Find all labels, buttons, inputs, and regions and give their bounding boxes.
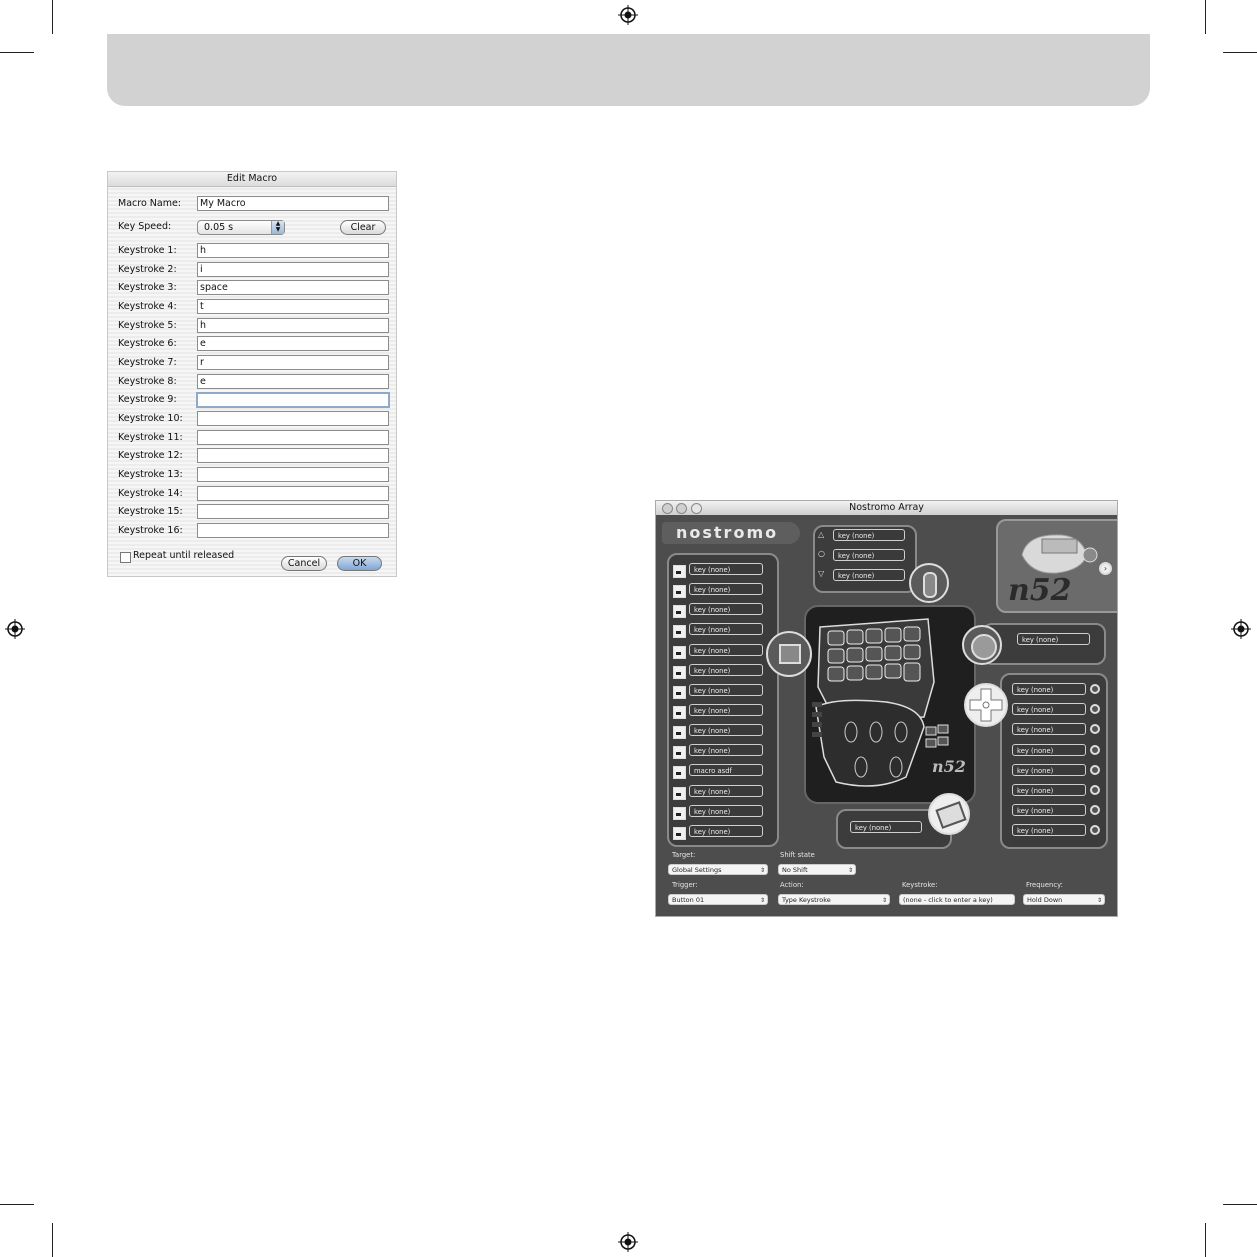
macro-name-label: Macro Name: — [118, 198, 181, 209]
keystroke-label: Keystroke 3: — [118, 282, 177, 293]
dropdown-arrows-icon: ⇕ — [847, 867, 853, 874]
keystroke-field[interactable]: space — [197, 280, 389, 295]
keystroke-label: Keystroke 5: — [118, 320, 177, 331]
key-assignment-field[interactable]: key (none) — [689, 563, 763, 575]
key-assignment-field[interactable]: key (none) — [689, 644, 763, 656]
crop-mark — [0, 52, 34, 53]
keystroke-field[interactable]: e — [197, 336, 389, 351]
repeat-checkbox[interactable] — [120, 552, 131, 563]
keystroke-label: Keystroke 15: — [118, 506, 183, 517]
toggle-ring-icon[interactable] — [1090, 825, 1100, 835]
key-assignment-field[interactable]: key (none) — [1012, 703, 1086, 715]
keystroke-field[interactable]: r — [197, 355, 389, 370]
key-icon — [673, 706, 686, 719]
action-value: Type Keystroke — [782, 896, 831, 904]
frequency-value: Hold Down — [1027, 896, 1063, 904]
keystroke-field[interactable]: h — [197, 318, 389, 333]
keystroke-field[interactable] — [197, 430, 389, 445]
up-arrow-icon: △ — [818, 530, 825, 539]
nostromo-logo: nostromo — [662, 522, 800, 544]
down-arrow-icon: ▽ — [818, 569, 825, 578]
stepper-arrows-icon: ▲ ▼ — [271, 221, 284, 234]
keystroke-label: Keystroke 2: — [118, 264, 177, 275]
crop-mark — [1223, 52, 1257, 53]
key-assignment-field[interactable]: key (none) — [689, 724, 763, 736]
key-assignment-field[interactable]: macro asdf — [689, 764, 763, 776]
device-model-text: n52 — [1008, 573, 1072, 608]
registration-mark-icon — [1231, 619, 1251, 639]
device-preview — [996, 519, 1118, 613]
right-keys-panel — [1000, 673, 1108, 849]
close-window-icon[interactable] — [662, 503, 673, 514]
key-icon — [673, 746, 686, 759]
frequency-dropdown[interactable] — [1023, 894, 1105, 905]
keystroke-field[interactable]: i — [197, 262, 389, 277]
macro-name-field[interactable]: My Macro — [197, 196, 389, 211]
target-dropdown[interactable] — [668, 864, 768, 875]
action-label: Action: — [780, 881, 804, 889]
key-assignment-field[interactable]: key (none) — [1012, 744, 1086, 756]
key-assignment-field[interactable]: key (none) — [1012, 764, 1086, 776]
dropdown-arrows-icon: ⇕ — [759, 867, 765, 874]
left-keys-panel — [667, 553, 779, 847]
key-assignment-field[interactable]: key (none) — [689, 603, 763, 615]
key-assignment-field[interactable]: key (none) — [689, 805, 763, 817]
shift-state-dropdown[interactable] — [778, 864, 856, 875]
top-keys-panel — [813, 525, 917, 593]
registration-mark-icon — [618, 1232, 638, 1252]
key-icon — [673, 766, 686, 779]
key-assignment-field[interactable]: key (none) — [1012, 804, 1086, 816]
nostromo-array-window — [655, 500, 1118, 917]
key-icon — [673, 787, 686, 800]
key-assignment-field[interactable]: key (none) — [689, 684, 763, 696]
key-assignment-field[interactable]: key (none) — [833, 569, 905, 581]
keystroke-field[interactable]: t — [197, 299, 389, 314]
crop-mark — [52, 1223, 53, 1257]
key-speed-value: 0.05 s — [204, 222, 234, 233]
window-title: Nostromo Array — [656, 501, 1117, 515]
trigger-dropdown[interactable] — [668, 894, 768, 905]
toggle-ring-icon[interactable] — [1090, 704, 1100, 714]
key-assignment-field[interactable]: key (none) — [689, 744, 763, 756]
dpad-icon[interactable] — [964, 683, 1008, 727]
key-icon — [673, 686, 686, 699]
scroll-wheel-icon[interactable] — [909, 563, 949, 603]
ok-button[interactable]: OK — [337, 556, 382, 571]
keystroke-label: Keystroke 14: — [118, 488, 183, 499]
toggle-ring-icon[interactable] — [1090, 765, 1100, 775]
key-icon — [673, 827, 686, 840]
target-value: Global Settings — [672, 866, 722, 874]
keystroke-field-focused[interactable] — [196, 392, 390, 408]
key-assignment-field[interactable]: key (none) — [689, 704, 763, 716]
keystroke-field[interactable] — [197, 523, 389, 538]
clear-button[interactable]: Clear — [340, 220, 386, 235]
zoom-window-icon[interactable] — [691, 503, 702, 514]
registration-mark-icon — [5, 619, 25, 639]
crop-mark — [1223, 1204, 1257, 1205]
keystroke-label: Keystroke 4: — [118, 301, 177, 312]
shift-state-value: No Shift — [782, 866, 808, 874]
key-speed-select[interactable] — [197, 220, 285, 235]
page-header-band — [107, 34, 1150, 106]
scroll-wheel-shape — [923, 572, 937, 598]
minimize-window-icon[interactable] — [676, 503, 687, 514]
keystroke-field[interactable] — [197, 486, 389, 501]
key-assignment-field[interactable]: key (none) — [850, 821, 922, 833]
shift-state-label: Shift state — [780, 851, 815, 859]
key-assignment-field[interactable]: key (none) — [1012, 824, 1086, 836]
key-assignment-field[interactable]: key (none) — [689, 664, 763, 676]
key-assignment-field[interactable]: key (none) — [833, 529, 905, 541]
dropdown-arrows-icon: ⇕ — [881, 897, 887, 904]
toggle-ring-icon[interactable] — [1090, 745, 1100, 755]
keystroke-label: Keystroke 8: — [118, 376, 177, 387]
edit-macro-dialog — [107, 171, 397, 577]
key-assignment-field[interactable]: key (none) — [689, 825, 763, 837]
key-assignment-field[interactable]: key (none) — [1012, 723, 1086, 735]
bottom-button-icon[interactable] — [928, 793, 970, 835]
keystroke-field[interactable]: h — [197, 243, 389, 258]
keystroke-field[interactable] — [197, 411, 389, 426]
thumb-button-icon[interactable] — [962, 625, 1002, 665]
dropdown-arrows-icon: ⇕ — [1096, 897, 1102, 904]
crop-mark — [1205, 1223, 1206, 1257]
dropdown-arrows-icon: ⇕ — [759, 897, 765, 904]
button-shape — [779, 644, 801, 664]
key-icon — [673, 585, 686, 598]
keystroke-label: Keystroke 11: — [118, 432, 183, 443]
action-dropdown[interactable] — [778, 894, 890, 905]
target-label: Target: — [672, 851, 696, 859]
registration-mark-icon — [618, 5, 638, 25]
key-assignment-field[interactable]: key (none) — [833, 549, 905, 561]
trigger-label: Trigger: — [672, 881, 698, 889]
cancel-button[interactable]: Cancel — [281, 556, 327, 571]
keystroke-field[interactable] — [197, 448, 389, 463]
button-select-icon[interactable] — [766, 631, 812, 677]
key-icon — [673, 605, 686, 618]
keystroke-label: Keystroke 7: — [118, 357, 177, 368]
trigger-value: Button 01 — [672, 896, 705, 904]
crop-mark — [52, 0, 53, 34]
dialog-title: Edit Macro — [108, 172, 396, 187]
crop-mark — [0, 1204, 34, 1205]
key-speed-label: Key Speed: — [118, 221, 172, 232]
keystroke-field[interactable] — [197, 467, 389, 482]
toggle-ring-icon[interactable] — [1090, 785, 1100, 795]
keystroke-field[interactable] — [197, 504, 389, 519]
toggle-ring-icon[interactable] — [1090, 805, 1100, 815]
key-icon — [673, 666, 686, 679]
key-assignment-field[interactable]: key (none) — [1012, 784, 1086, 796]
next-arrow-icon[interactable]: › — [1099, 562, 1112, 575]
key-icon — [673, 625, 686, 638]
crop-mark — [1205, 0, 1206, 34]
key-assignment-field[interactable]: key (none) — [689, 623, 763, 635]
center-circle-icon: ○ — [818, 549, 825, 558]
keystroke-label: Keystroke 12: — [118, 450, 183, 461]
keystroke-label: Keystroke 13: — [118, 469, 183, 480]
repeat-label: Repeat until released — [133, 550, 235, 561]
keystroke-label: Keystroke 1: — [118, 245, 177, 256]
keystroke-entry-field[interactable]: (none - click to enter a key) — [899, 894, 1015, 905]
device-model-logo: n52 — [932, 757, 966, 776]
key-assignment-field[interactable]: key (none) — [689, 583, 763, 595]
keystroke-label: Keystroke 10: — [118, 413, 183, 424]
key-icon — [673, 646, 686, 659]
frequency-label: Frequency: — [1026, 881, 1063, 889]
key-icon — [673, 807, 686, 820]
key-assignment-field[interactable]: key (none) — [1017, 633, 1090, 645]
toggle-ring-icon[interactable] — [1090, 724, 1100, 734]
key-assignment-field[interactable]: key (none) — [1012, 683, 1086, 695]
toggle-ring-icon[interactable] — [1090, 684, 1100, 694]
device-illustration — [804, 605, 976, 804]
key-assignment-field[interactable]: key (none) — [689, 785, 763, 797]
bottom-button-shape — [935, 801, 966, 829]
key-icon — [673, 565, 686, 578]
thumb-button-shape — [971, 634, 997, 660]
keystroke-label: Keystroke 6: — [118, 338, 177, 349]
keystroke-label: Keystroke 9: — [118, 394, 177, 405]
keystroke-field[interactable]: e — [197, 374, 389, 389]
keystroke-label: Keystroke 16: — [118, 525, 183, 536]
keystroke-label: Keystroke: — [902, 881, 938, 889]
key-icon — [673, 726, 686, 739]
dpad-shape — [966, 685, 1006, 725]
